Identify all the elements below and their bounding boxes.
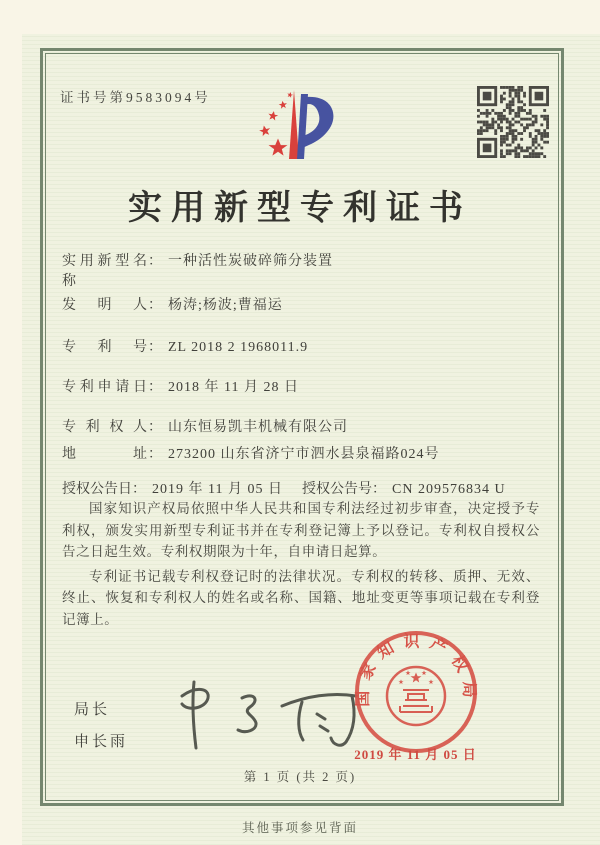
certificate-number: 证书号第9583094号 [60,90,211,105]
field-value: 273200 山东省济宁市泗水县泉福路024号 [168,447,440,462]
field-patentee [62,416,542,436]
field-label: 发明人 [62,298,148,313]
field-label: 专利权人 [62,420,148,435]
field-colon: ： [372,482,386,497]
field-value: 一种活性炭破碎筛分装置 [168,254,333,269]
legal-text [62,498,540,633]
field-colon: ： [148,298,162,313]
field-filing-date [62,376,542,396]
legal-paragraph-1: 国家知识产权局依照中华人民共和国专利法经过初步审查，决定授予专利权，颁发实用新型专利证书并在专利登记簿上予以登记。专利权自授权公告之日起生效。专利权期限为十年，自申请日起算。 [62,501,540,559]
field-value: ZL 2018 2 1968011.9 [168,340,309,355]
director-title: 局长 [74,702,111,718]
field-label: 地址 [62,447,148,462]
field-colon: ： [148,340,162,355]
field-label: 专利申请日 [62,380,148,395]
legal-paragraph-2: 专利证书记载专利权登记时的法律状况。专利权的转移、质押、无效、终止、恢复和专利权人的姓名或名称、国籍、地址变更等事项记载在专利登记簿上。 [62,568,540,627]
field-invention-name [62,250,542,290]
grant-row [62,478,552,498]
field-value: 杨涛;杨波;曹福运 [168,298,283,313]
field-address [62,443,542,463]
grant-no-label: 授权公告号 [302,482,372,497]
field-patent-number [62,336,542,356]
qr-code [477,86,549,158]
field-colon: ： [148,254,162,269]
field-colon: ： [148,380,162,395]
certificate-title: 实用新型专利证书 [128,190,472,227]
director-name: 申长雨 [74,734,129,750]
field-label: 专利号 [62,340,148,355]
field-inventors [62,294,542,314]
field-label: 实用新型名称 [62,254,148,289]
page-number: 第 1 页 (共 2 页) [243,770,357,784]
back-side-note: 其他事项参见背面 [241,821,358,835]
grant-no-value: CN 209576834 U [392,482,506,497]
field-colon: ： [148,420,162,435]
director-block [74,698,128,762]
seal-date: 2019 年 11 月 05 日 [354,747,477,762]
grant-date-label: 授权公告日 [62,482,132,497]
svg-text:国家知识产权局 [353,632,478,706]
field-colon: ： [132,482,146,497]
director-signature [160,676,370,754]
field-value: 山东恒易凯丰机械有限公司 [168,420,348,435]
field-colon: ： [148,447,162,462]
field-value: 2018 年 11 月 28 日 [168,380,299,395]
grant-date-value: 2019 年 11 月 05 日 [152,482,283,497]
seal-text: 国家知识产权局 [354,633,478,707]
official-seal [350,626,482,758]
cnipa-logo-icon [232,80,367,177]
